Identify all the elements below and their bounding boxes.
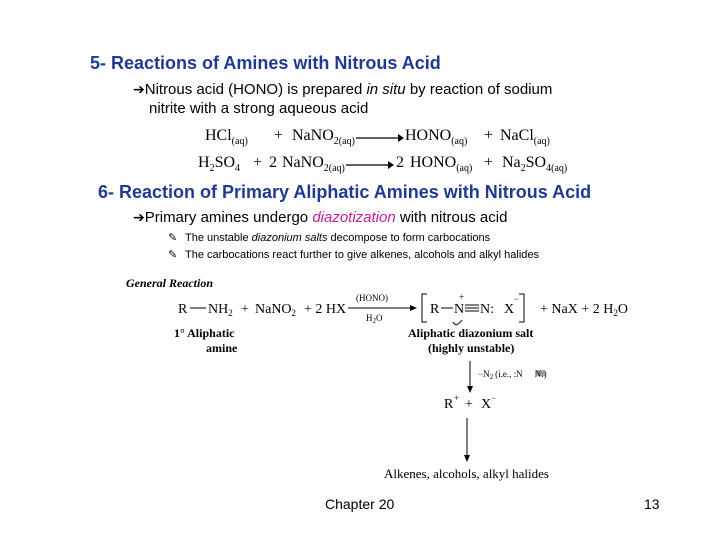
carbocation-sup: + [454, 393, 460, 403]
sub-bullet-icon: ✎ [168, 232, 178, 244]
eq2-product-coef: 2 [396, 154, 404, 171]
label-amine-1: 1° Aliphatic [174, 326, 235, 340]
curved-arrow-icon [453, 320, 462, 325]
bullet-text-b: by reaction of sodium [405, 81, 553, 98]
label-diazonium-1: Aliphatic diazonium salt [408, 326, 534, 340]
scheme-nano2: NaNO$_2$ [255, 302, 297, 318]
section6-heading: 6- Reaction of Primary Aliphatic Amines with Nitrous Acid [98, 182, 592, 202]
scheme-hx: + 2 HX [304, 302, 347, 317]
anion-x: X [481, 397, 492, 412]
plus-2: + [465, 397, 473, 412]
section6-bullet [133, 209, 507, 226]
bullet-text-em: diazotization [312, 209, 396, 226]
diaz-n1: N [454, 302, 465, 317]
arrowhead-icon [410, 305, 417, 311]
general-reaction-scheme [120, 270, 650, 485]
eq1-reactant2: NaNO$_{2(aq)}$ [292, 127, 355, 148]
bracket-left-icon [422, 294, 427, 322]
bullet-text-a: Nitrous acid (HONO) is prepared [144, 81, 367, 98]
arrow-bullet-icon: ➔ [133, 82, 145, 98]
label-diazonium-2: (highly unstable) [428, 341, 515, 355]
eq2-reactant2: NaNO$_{2(aq)}$ [282, 154, 345, 175]
eq2-coef: 2 [269, 154, 277, 171]
bracket-right-icon [519, 294, 524, 322]
eq1-product1: $HONO_{(aq)}$ [405, 127, 468, 148]
eq2-reactant1: $H_2SO_4$ [198, 154, 241, 175]
scheme-nh2: $NH_2$ [208, 302, 233, 318]
diaz-x-sup: − [514, 294, 520, 304]
eq1-reactant1: HCl$_{(aq)}$ [205, 127, 248, 148]
bullet-text-a: Primary amines undergo [144, 209, 313, 226]
carbocation: R [444, 397, 454, 412]
arrow-over-label: (HONO) [356, 293, 388, 303]
section5-heading: 5- Reactions of Amines with Nitrous Acid [90, 53, 441, 73]
scheme-r: R [178, 302, 188, 317]
sub-bullet-2: ✎ The carbocations react further to give alkenes, alcohols and alkyl halides [168, 249, 540, 261]
scheme-nax: + NaX + 2 $H_2O$ [540, 302, 628, 318]
section5-bullet [133, 81, 552, 98]
footer-chapter: Chapter 20 [325, 496, 395, 512]
sub-bullet-icon: ✎ [168, 249, 178, 261]
label-amine-2: amine [206, 341, 238, 355]
n2-loss-label: $-N_2$ (i.e., :N N:) [478, 369, 547, 381]
section5-bullet-line2: nitrite with a strong aqueous acid [149, 100, 369, 117]
scheme-title: General Reaction [126, 276, 213, 290]
arrow-bullet-icon: ➔ [133, 210, 145, 226]
scheme-plus: + [241, 302, 249, 317]
eq1-arrow-icon [356, 131, 404, 145]
eq2-product2: $Na_2SO_{4(aq)}$ [502, 154, 568, 175]
eq1-product2: NaCl$_{(aq)}$ [500, 127, 550, 148]
sub-bullet-1: ✎ The unstable diazonium salts decompose to form carbocations [168, 232, 491, 244]
arrow-under-label: $H_2O$ [366, 313, 383, 325]
eq2-plus2: + [484, 154, 494, 171]
products-label: Alkenes, alcohols, alkyl halides [384, 466, 549, 481]
bullet-text-em: in situ [366, 81, 406, 98]
diaz-plus: + [459, 292, 465, 302]
eq2-product1: $HONO_{(aq)}$ [410, 154, 473, 175]
footer-page-number: 13 [644, 496, 660, 512]
eq1-plus2: + [484, 127, 494, 144]
eq2-arrow-icon [346, 158, 394, 172]
diaz-x: X [504, 302, 515, 317]
bullet-text-b: with nitrous acid [395, 209, 508, 226]
anion-sup: − [491, 393, 497, 403]
eq2-plus1: + [253, 154, 263, 171]
eq1-plus1: + [274, 127, 284, 144]
diaz-n2: N: [480, 302, 494, 317]
diaz-r: R [430, 302, 440, 317]
